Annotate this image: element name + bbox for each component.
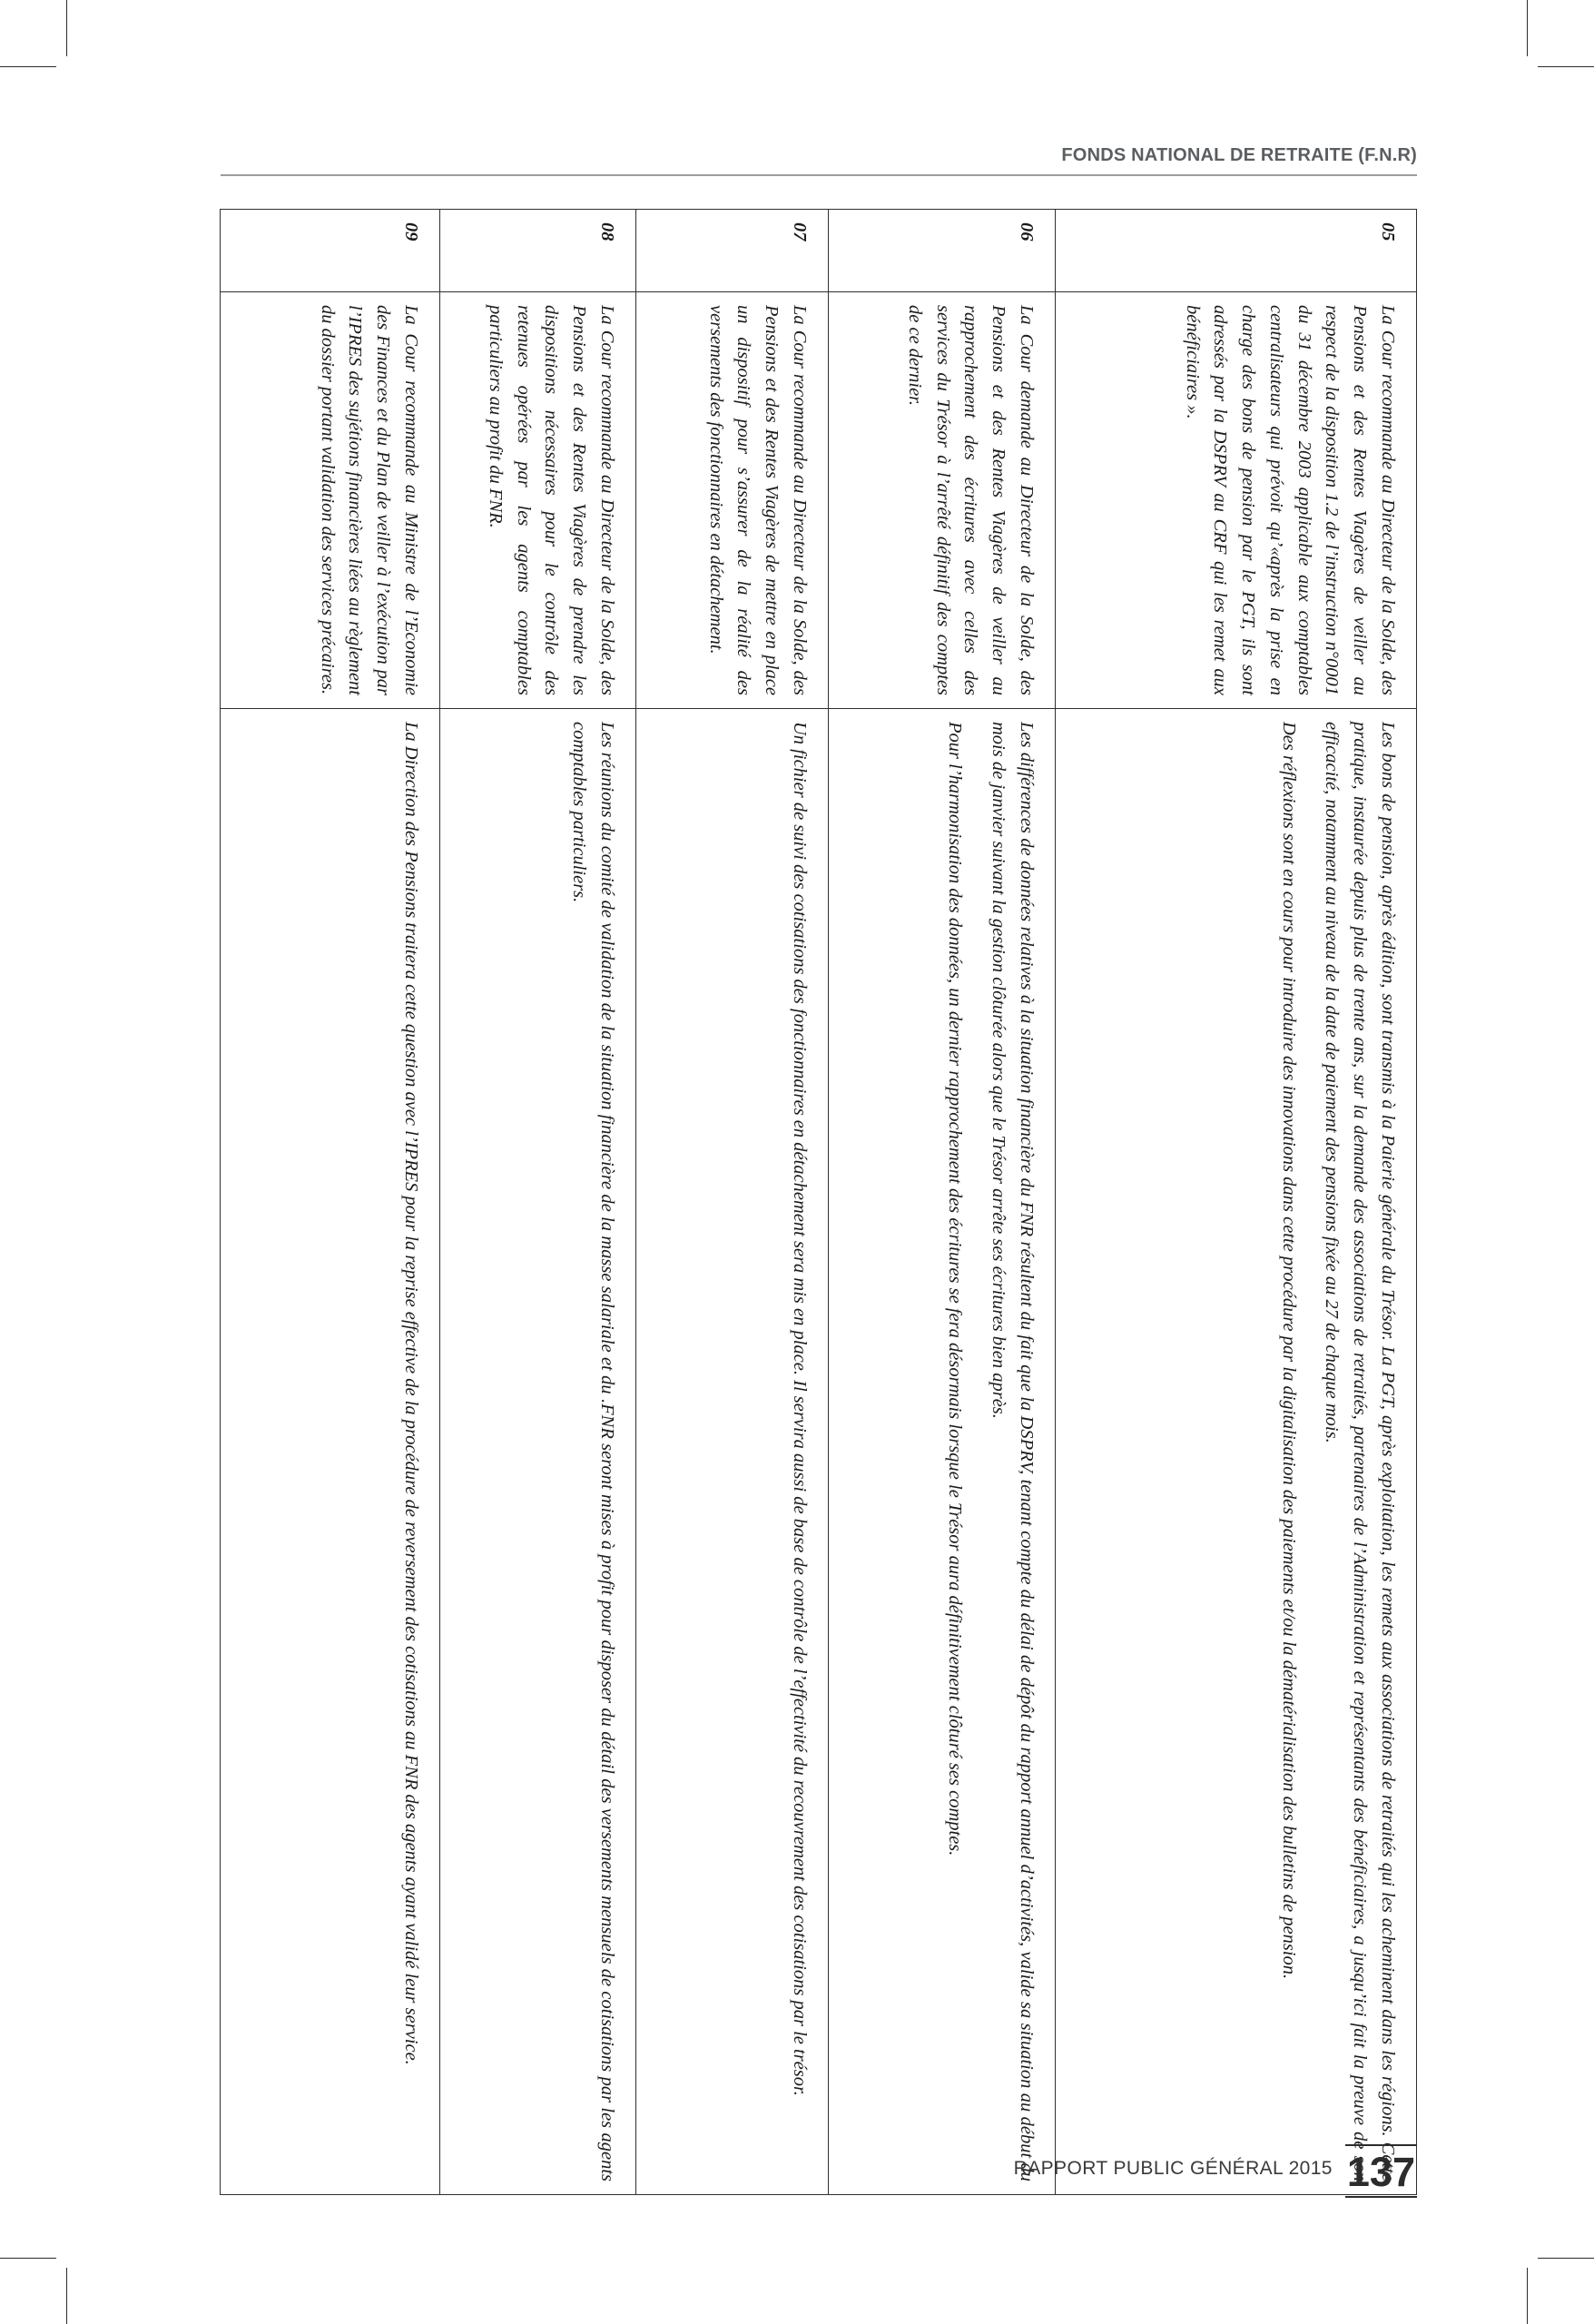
row-number-cell: 05 <box>1056 210 1417 292</box>
running-header-title: FONDS NATIONAL DE RETRAITE (F.N.R) <box>1061 145 1417 165</box>
response-paragraph: Un fichier de suivi des cotisations des fonctionnaires en détachement sera mis en place. Il servira aussi de base de contrôle de l’effectivité du recouvrement des cotisations par le trésor. <box>790 722 810 2096</box>
table-row <box>440 210 636 2195</box>
response-paragraph: Des réflexions sont en cours pour introduire des innovations dans cette procédure par la digitalisation des paiements et/ou la dématérialisation des bulletins de pension. <box>1278 722 1299 1980</box>
response-cell <box>636 709 829 2195</box>
response-cell <box>221 709 440 2195</box>
recommendation-cell: La Cour recommande au Directeur de la Solde, des Pensions et des Rentes Viagères de mettre en place un dispositif pour s’assurer de la réalité des versements des fonctionnaires en détachement. <box>636 292 829 709</box>
response-cell <box>1056 709 1417 2195</box>
crop-mark-top-right-horizontal <box>1538 66 1594 67</box>
row-number-cell: 07 <box>636 210 829 292</box>
crop-mark-top-right-vertical <box>1527 0 1528 56</box>
recommendation-cell: La Cour recommande au Directeur de la Solde, des Pensions et des Rentes Viagères de prendre les dispositions nécessaires pour le contrôle des retenues opérées par les agents comptables particuliers au profit du FNR. <box>440 292 636 709</box>
response-cell <box>829 709 1056 2195</box>
recommendation-cell: La Cour recommande au Directeur de la Solde, des Pensions et des Rentes Viagères de veiller au respect de la disposition 1.2 de l’instruction n°0001 du 31 décembre 2003 applicable aux comptables centralisateurs qui prévoit qu’«après la prise en charge des bons de pension par le PGT, ils sont adressés par la DSPRV au CRF qui les remet aux bénéficiaires ». <box>1056 292 1417 709</box>
row-number-cell: 08 <box>440 210 636 292</box>
crop-mark-bottom-right-horizontal <box>1538 2258 1594 2259</box>
crop-mark-top-left-vertical <box>66 0 67 56</box>
crop-mark-bottom-right-vertical <box>1527 2268 1528 2324</box>
row-number-cell: 06 <box>829 210 1056 292</box>
response-paragraph: Les différences de données relatives à la situation financière du FNR résultent du fait que la DSPRV, tenant compte du délai de dépôt du rapport annuel d’activités, valide sa situation au début du mois de janvier suivant la gestion clôturée alors que le Trésor arrête ses écritures bien après. <box>989 722 1037 2181</box>
table-row <box>636 210 829 2195</box>
response-paragraph: Pour l’harmonisation des données, un dernier rapprochement des écritures se fera désormais lorsque le Trésor aura définitivement clôturé ses comptes. <box>945 722 966 1856</box>
response-cell <box>440 709 636 2195</box>
recommendations-table <box>220 209 1417 2195</box>
recommendation-cell: La Cour demande au Directeur de la Solde, des Pensions et des Rentes Viagères de veiller au rapprochement des écritures avec celles des services du Trésor à l’arrêté définitif des comptes de ce dernier. <box>829 292 1056 709</box>
table-row <box>1056 210 1417 2195</box>
running-header <box>221 145 1417 176</box>
crop-mark-bottom-left-horizontal <box>0 2258 56 2259</box>
page-number: 137 <box>1345 2144 1417 2198</box>
response-paragraph: Les bons de pension, après édition, sont transmis à la Paierie générale du Trésor. La PGT, après exploitation, les remets aux associations de retraités qui les acheminent dans les régions. Cette pratique, instaurée depuis plus de trente ans, sur la demande des associations de retraités, partenaires de l’Administration et représentants des bénéficiaires, a jusqu’ici fait la preuve de son efficacité, notamment au niveau de la date de paiement des pensions fixée au 27 de chaque mois. <box>1322 722 1398 2181</box>
crop-mark-bottom-left-vertical <box>66 2268 67 2324</box>
response-paragraph: Les réunions du comité de validation de la situation financière de la masse salariale et du .FNR seront mises à profit pour disposer du détail des versements mensuels de cotisations par les agents comptables particuliers. <box>569 722 617 2181</box>
response-paragraph: La Direction des Pensions traitera cette question avec l’IPRES pour la reprise effective de la procédure de reversement des cotisations au FNR des agents ayant validé leur service. <box>401 722 421 2065</box>
page-footer <box>221 2144 1417 2198</box>
table-row <box>221 210 440 2195</box>
row-number-cell: 09 <box>221 210 440 292</box>
footer-report-label: RAPPORT PUBLIC GÉNÉRAL 2015 <box>1013 2157 1333 2179</box>
recommendation-cell: La Cour recommande au Ministre de l’Economie des Finances et du Plan de veiller à l’exécution par l’IPRES des sujétions financières liées au règlement du dossier portant validation des services précaires. <box>221 292 440 709</box>
crop-mark-top-left-horizontal <box>0 66 56 67</box>
running-header-rule <box>221 174 1417 176</box>
table-row <box>829 210 1056 2195</box>
